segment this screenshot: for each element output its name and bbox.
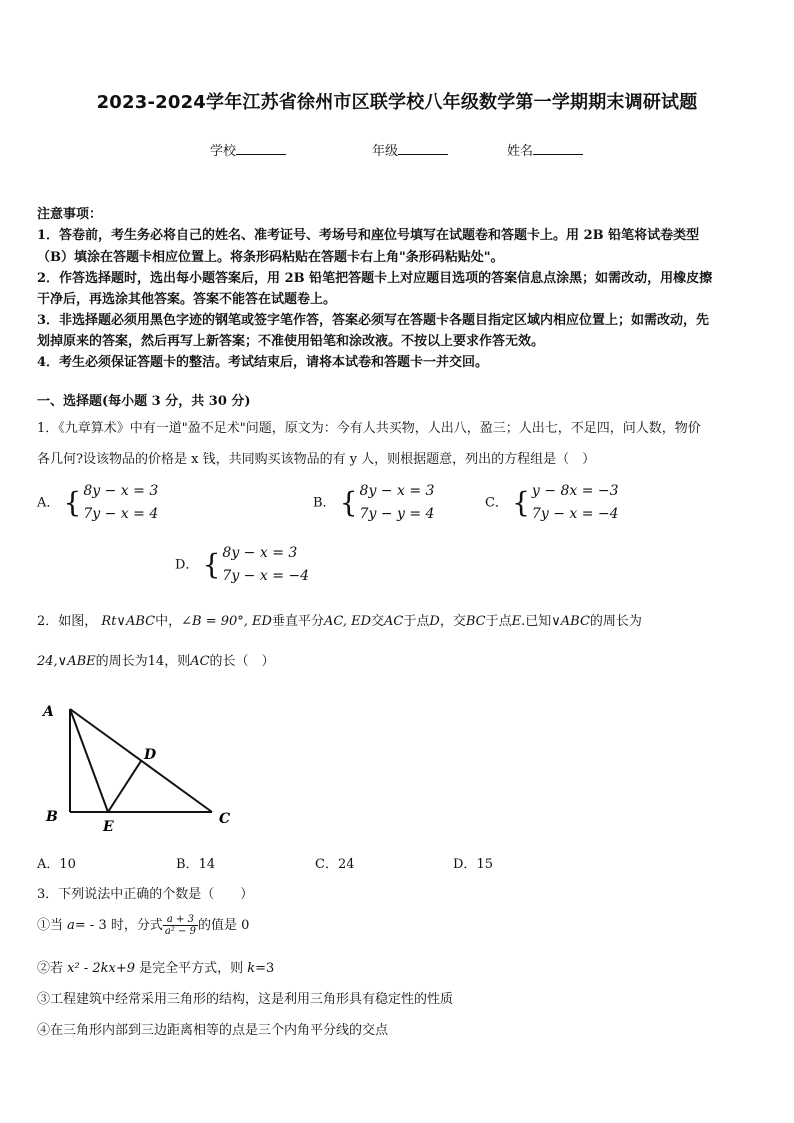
q2-triangle-figure [30, 695, 250, 840]
name-blank [533, 140, 583, 155]
note-line: 1．答卷前，考生务必将自己的姓名、准考证号、考场号和座位号填写在试题卷和答题卡上。用 2B 铅笔将试卷类型 [37, 228, 700, 243]
q1-option-c: C． { y − 8x = −3 7y − x = −4 [485, 483, 619, 522]
label-d: D [144, 747, 157, 763]
grade-field [372, 140, 448, 159]
q3-stem: 3．下列说法中正确的个数是（ ） [37, 887, 254, 902]
q1-option-a: A． { 8y − x = 3 7y − x = 4 [37, 483, 159, 522]
q2-option-b: B．14 [176, 857, 216, 872]
q2-stem-line1: 2．如图， Rt∨ABC中，∠B = 90°, ED垂直平分AC, ED交AC于点D，交BC于点E.已知∨ABC的周长为 [37, 614, 642, 629]
label-a: A [43, 704, 54, 720]
note-line: 干净后，再选涂其他答案。答案不能答在试题卷上。 [37, 292, 337, 307]
grade-blank [398, 140, 448, 155]
q1-stem-line2: 各几何?设该物品的价格是 x 钱，共同购买该物品的有 y 人，则根据题意，列出的方程组是（ ） [37, 452, 596, 467]
q2-stem-line2: 24,∨ABE的周长为14，则AC的长（ ） [37, 654, 275, 669]
section-heading: 一、选择题(每小题 3 分，共 30 分) [37, 394, 251, 409]
q1-stem-line1: 1．《九章算术》中有一道"盈不足术"问题，原文为：今有人共买物，人出八，盈三；人出七，不足四，问人数，物价 [37, 421, 701, 436]
name-field [507, 140, 583, 159]
q2-option-c: C．24 [315, 857, 355, 872]
note-line: 3．非选择题必须用黑色字迹的钢笔或签字笔作答，答案必须写在答题卡各题目指定区域内相应位置上；如需改动，先 [37, 313, 710, 328]
school-label: 学校 [210, 144, 237, 159]
grade-label: 年级 [372, 144, 399, 159]
label-b: B [46, 809, 58, 825]
figure-lines [70, 709, 212, 812]
q1-option-d: D． { 8y − x = 3 7y − x = −4 [175, 545, 310, 584]
page-title: 2023-2024学年江苏省徐州市区联学校八年级数学第一学期期末调研试题 [96, 92, 698, 113]
school-field [210, 140, 286, 159]
q3-statement-1: ①当 a= - 3 时，分式 $\frac{a + 3}{\text{a² − 9}}$ 的值是 0 [37, 914, 250, 937]
label-e: E [103, 819, 114, 835]
note-line: （B）填涂在答题卡相应位置上。将条形码粘贴在答题卡右上角"条形码粘贴处"。 [37, 250, 504, 265]
segment-ac [70, 709, 212, 812]
q3-statement-2: ②若 x² - 2kx+9 是完全平方式，则 k=3 [37, 961, 275, 976]
notes-header: 注意事项： [37, 207, 103, 222]
q3-statement-3: ③工程建筑中经常采用三角形的结构，这是利用三角形具有稳定性的性质 [37, 992, 454, 1007]
q2-option-a: A．10 [37, 857, 76, 872]
name-label: 姓名 [507, 144, 534, 159]
school-blank [236, 140, 286, 155]
note-line: 4．考生必须保证答题卡的整洁。考试结束后，请将本试卷和答题卡一并交回。 [37, 355, 489, 370]
fraction: $\frac{a + 3}{\text{a² − 9}}$ [164, 914, 196, 937]
segment-ae [70, 709, 108, 812]
q2-option-d: D．15 [453, 857, 493, 872]
note-line: 划掉原来的答案，然后再写上新答案；不准使用铅笔和涂改液。不按以上要求作答无效。 [37, 334, 545, 349]
label-c: C [219, 811, 231, 827]
q1-option-b: B． { 8y − x = 3 7y − y = 4 [313, 483, 435, 522]
note-line: 2．作答选择题时，选出每小题答案后，用 2B 铅笔把答题卡上对应题目选项的答案信息点涂黑；如需改动，用橡皮擦 [37, 271, 713, 286]
q3-statement-4: ④在三角形内部到三边距离相等的点是三个内角平分线的交点 [37, 1023, 389, 1038]
segment-ed [108, 761, 141, 812]
